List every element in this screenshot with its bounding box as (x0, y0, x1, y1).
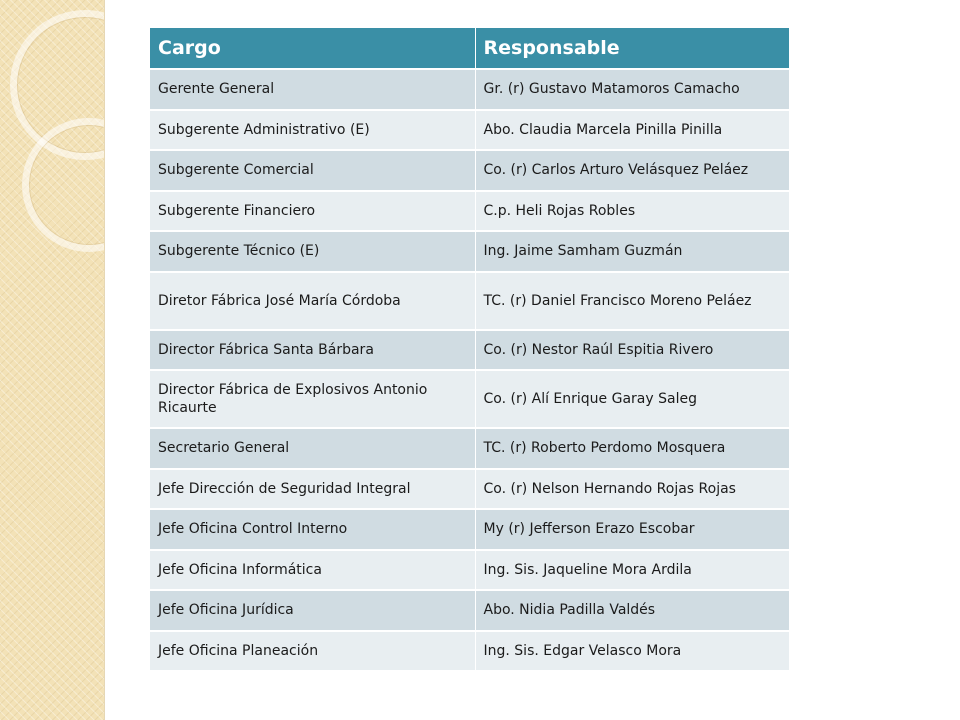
decorative-side-strip (0, 0, 105, 720)
table-row (150, 330, 789, 371)
cell-cargo: Subgerente Comercial (150, 150, 475, 191)
cell-responsable: Co. (r) Carlos Arturo Velásquez Peláez (475, 150, 789, 191)
header-responsable: Responsable (475, 28, 789, 69)
table-row (150, 69, 789, 110)
org-table (150, 28, 789, 672)
cell-cargo: Jefe Dirección de Seguridad Integral (150, 469, 475, 510)
table-row (150, 428, 789, 469)
cell-cargo: Director Fábrica de Explosivos Antonio Ricaurte (150, 370, 475, 428)
cell-responsable: Abo. Nidia Padilla Valdés (475, 590, 789, 631)
cell-cargo: Secretario General (150, 428, 475, 469)
cell-responsable: Ing. Jaime Samham Guzmán (475, 231, 789, 272)
cell-cargo: Subgerente Administrativo (E) (150, 110, 475, 151)
cell-responsable: TC. (r) Roberto Perdomo Mosquera (475, 428, 789, 469)
table-row (150, 631, 789, 672)
cell-responsable: Co. (r) Alí Enrique Garay Saleg (475, 370, 789, 428)
cell-cargo: Jefe Oficina Jurídica (150, 590, 475, 631)
header-cargo: Cargo (150, 28, 475, 69)
cell-responsable: Ing. Sis. Jaqueline Mora Ardila (475, 550, 789, 591)
table-row (150, 110, 789, 151)
cell-cargo: Jefe Oficina Control Interno (150, 509, 475, 550)
cell-cargo: Jefe Oficina Informática (150, 550, 475, 591)
cell-responsable: Co. (r) Nelson Hernando Rojas Rojas (475, 469, 789, 510)
cell-cargo: Jefe Oficina Planeación (150, 631, 475, 672)
table-row (150, 550, 789, 591)
side-strip-border (104, 0, 105, 720)
table-row (150, 370, 789, 428)
cell-cargo: Gerente General (150, 69, 475, 110)
cell-responsable: Ing. Sis. Edgar Velasco Mora (475, 631, 789, 672)
table-row (150, 191, 789, 232)
table-row (150, 590, 789, 631)
cell-responsable: Co. (r) Nestor Raúl Espitia Rivero (475, 330, 789, 371)
cell-responsable: C.p. Heli Rojas Robles (475, 191, 789, 232)
table-row (150, 150, 789, 191)
table-row (150, 509, 789, 550)
cell-cargo: Diretor Fábrica José María Córdoba (150, 272, 475, 330)
table-row (150, 272, 789, 330)
table-header-row (150, 28, 789, 69)
cell-responsable: Gr. (r) Gustavo Matamoros Camacho (475, 69, 789, 110)
cell-cargo: Subgerente Financiero (150, 191, 475, 232)
cell-cargo: Subgerente Técnico (E) (150, 231, 475, 272)
table-row (150, 469, 789, 510)
org-table-container (150, 28, 789, 672)
cell-responsable: My (r) Jefferson Erazo Escobar (475, 509, 789, 550)
table-row (150, 231, 789, 272)
cell-responsable: Abo. Claudia Marcela Pinilla Pinilla (475, 110, 789, 151)
cell-cargo: Director Fábrica Santa Bárbara (150, 330, 475, 371)
cell-responsable: TC. (r) Daniel Francisco Moreno Peláez (475, 272, 789, 330)
